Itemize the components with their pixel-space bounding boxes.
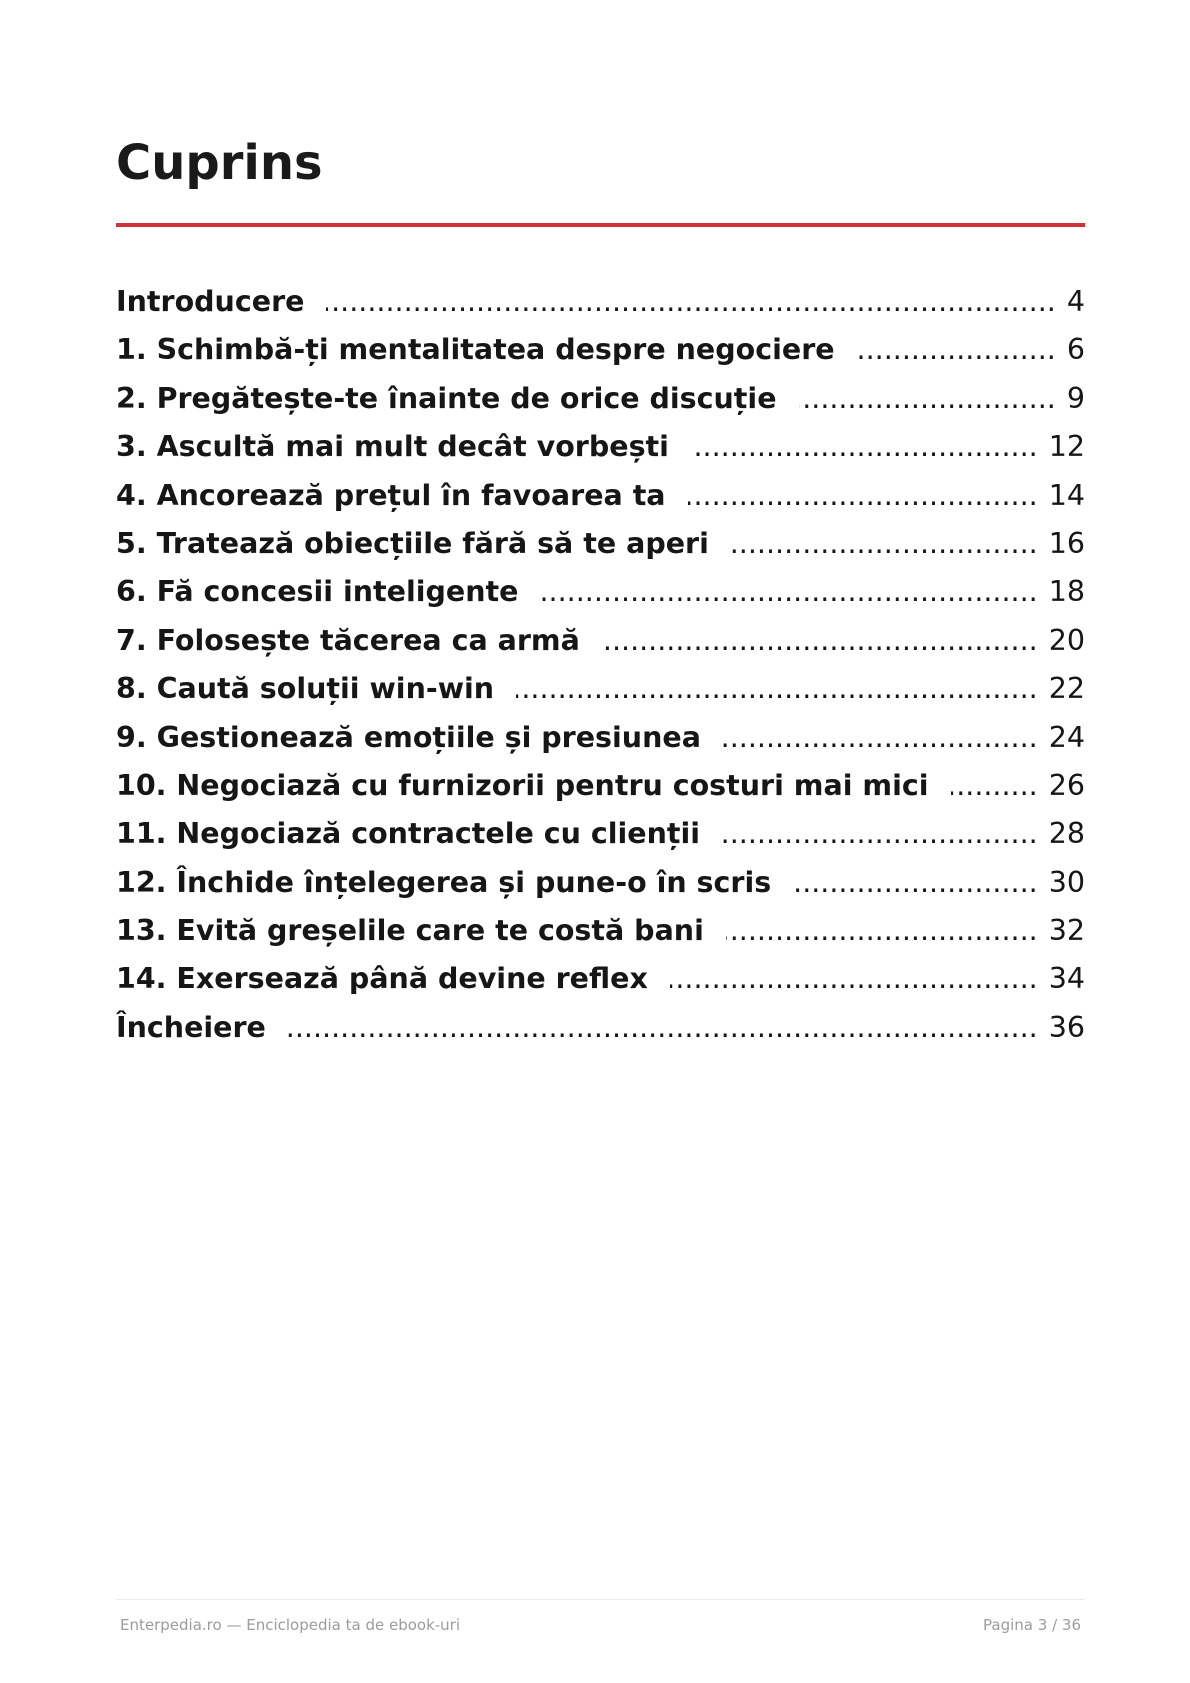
dot-leader <box>723 714 1038 762</box>
toc-entry-title: 1. Schimbă-ți mentalitatea despre negociere <box>116 333 835 367</box>
toc-entry-title: 9. Gestionează emoțiile și presiunea <box>116 720 701 754</box>
toc-entry-page: 28 <box>1048 817 1085 851</box>
toc-entry-page: 24 <box>1048 720 1085 754</box>
toc-entry-title: 10. Negociază cu furnizorii pentru costuri mai mici <box>116 768 929 802</box>
toc-entry-title: 8. Caută soluții win-win <box>116 672 495 706</box>
footer-divider <box>116 1599 1085 1600</box>
dot-leader <box>951 762 1038 810</box>
footer-page-number: Pagina 3 / 36 <box>983 1616 1081 1634</box>
dot-leader <box>726 907 1038 955</box>
footer-site-name: Enterpedia.ro — Enciclopedia ta de ebook-uri <box>120 1616 461 1634</box>
toc-entry-page: 9 <box>1066 381 1085 415</box>
dot-leader <box>857 326 1056 374</box>
toc-entry[interactable] <box>116 762 1085 810</box>
toc-entry-title: Încheiere <box>116 1010 266 1044</box>
toc-entry-title: 13. Evită greșelile care te costă bani <box>116 914 704 948</box>
toc-entry-page: 20 <box>1048 623 1085 657</box>
toc-entry-page: 18 <box>1048 575 1085 609</box>
toc-entry-page: 26 <box>1048 768 1085 802</box>
dot-leader <box>731 520 1038 568</box>
toc-entry[interactable] <box>116 810 1085 858</box>
toc-entry[interactable] <box>116 665 1085 713</box>
dot-leader <box>722 810 1038 858</box>
toc-entry-page: 4 <box>1066 285 1085 318</box>
dot-leader <box>540 568 1037 616</box>
toc-entry-title: 7. Folosește tăcerea ca armă <box>116 623 580 657</box>
toc-entry-title: 14. Exersează până devine reflex <box>116 962 648 996</box>
toc-entry-page: 16 <box>1048 526 1085 560</box>
toc-entry-title: 11. Negociază contractele cu clienții <box>116 817 701 851</box>
dot-leader <box>602 617 1038 665</box>
toc-entry-page: 34 <box>1048 962 1085 996</box>
toc-entry-title: 6. Fă concesii inteligente <box>116 575 519 609</box>
toc-entry-title: Introducere <box>116 285 305 318</box>
toc-entry[interactable] <box>116 859 1085 907</box>
toc-entry-page: 32 <box>1048 914 1085 948</box>
toc-entry[interactable] <box>116 423 1085 471</box>
toc-entry[interactable] <box>116 907 1085 955</box>
toc-entry-page: 30 <box>1048 865 1085 899</box>
toc-entry[interactable] <box>116 714 1085 762</box>
toc-entry[interactable] <box>116 1004 1085 1052</box>
toc-entry-title: 12. Închide înțelegerea și pune-o în scris <box>116 865 772 899</box>
toc-entry-title: 3. Ascultă mai mult decât vorbești <box>116 430 669 464</box>
toc-entry[interactable] <box>116 326 1085 374</box>
dot-leader <box>326 278 1055 326</box>
toc-entry[interactable] <box>116 568 1085 616</box>
dot-leader <box>691 423 1038 471</box>
title-underline <box>116 223 1085 227</box>
toc-entry-title: 2. Pregătește-te înainte de orice discuție <box>116 381 777 415</box>
toc-entry[interactable] <box>116 520 1085 568</box>
dot-leader <box>670 955 1038 1003</box>
toc-entry-title: 4. Ancorează prețul în favoarea ta <box>116 478 666 512</box>
dot-leader <box>288 1004 1038 1052</box>
toc-entry-page: 12 <box>1048 430 1085 464</box>
toc-entry-page: 6 <box>1066 333 1085 367</box>
toc-entry[interactable] <box>116 278 1085 326</box>
dot-leader <box>688 472 1038 520</box>
toc-entry-page: 14 <box>1048 478 1085 512</box>
dot-leader <box>516 665 1038 713</box>
table-of-contents <box>116 278 1085 1052</box>
toc-entry-page: 36 <box>1048 1010 1085 1044</box>
toc-entry-title: 5. Tratează obiecțiile fără să te aperi <box>116 526 709 560</box>
page-title: Cuprins <box>116 135 323 191</box>
toc-entry[interactable] <box>116 955 1085 1003</box>
toc-entry[interactable] <box>116 617 1085 665</box>
toc-entry[interactable] <box>116 472 1085 520</box>
dot-leader <box>793 859 1038 907</box>
toc-entry[interactable] <box>116 375 1085 423</box>
toc-entry-page: 22 <box>1048 672 1085 706</box>
dot-leader <box>799 375 1056 423</box>
